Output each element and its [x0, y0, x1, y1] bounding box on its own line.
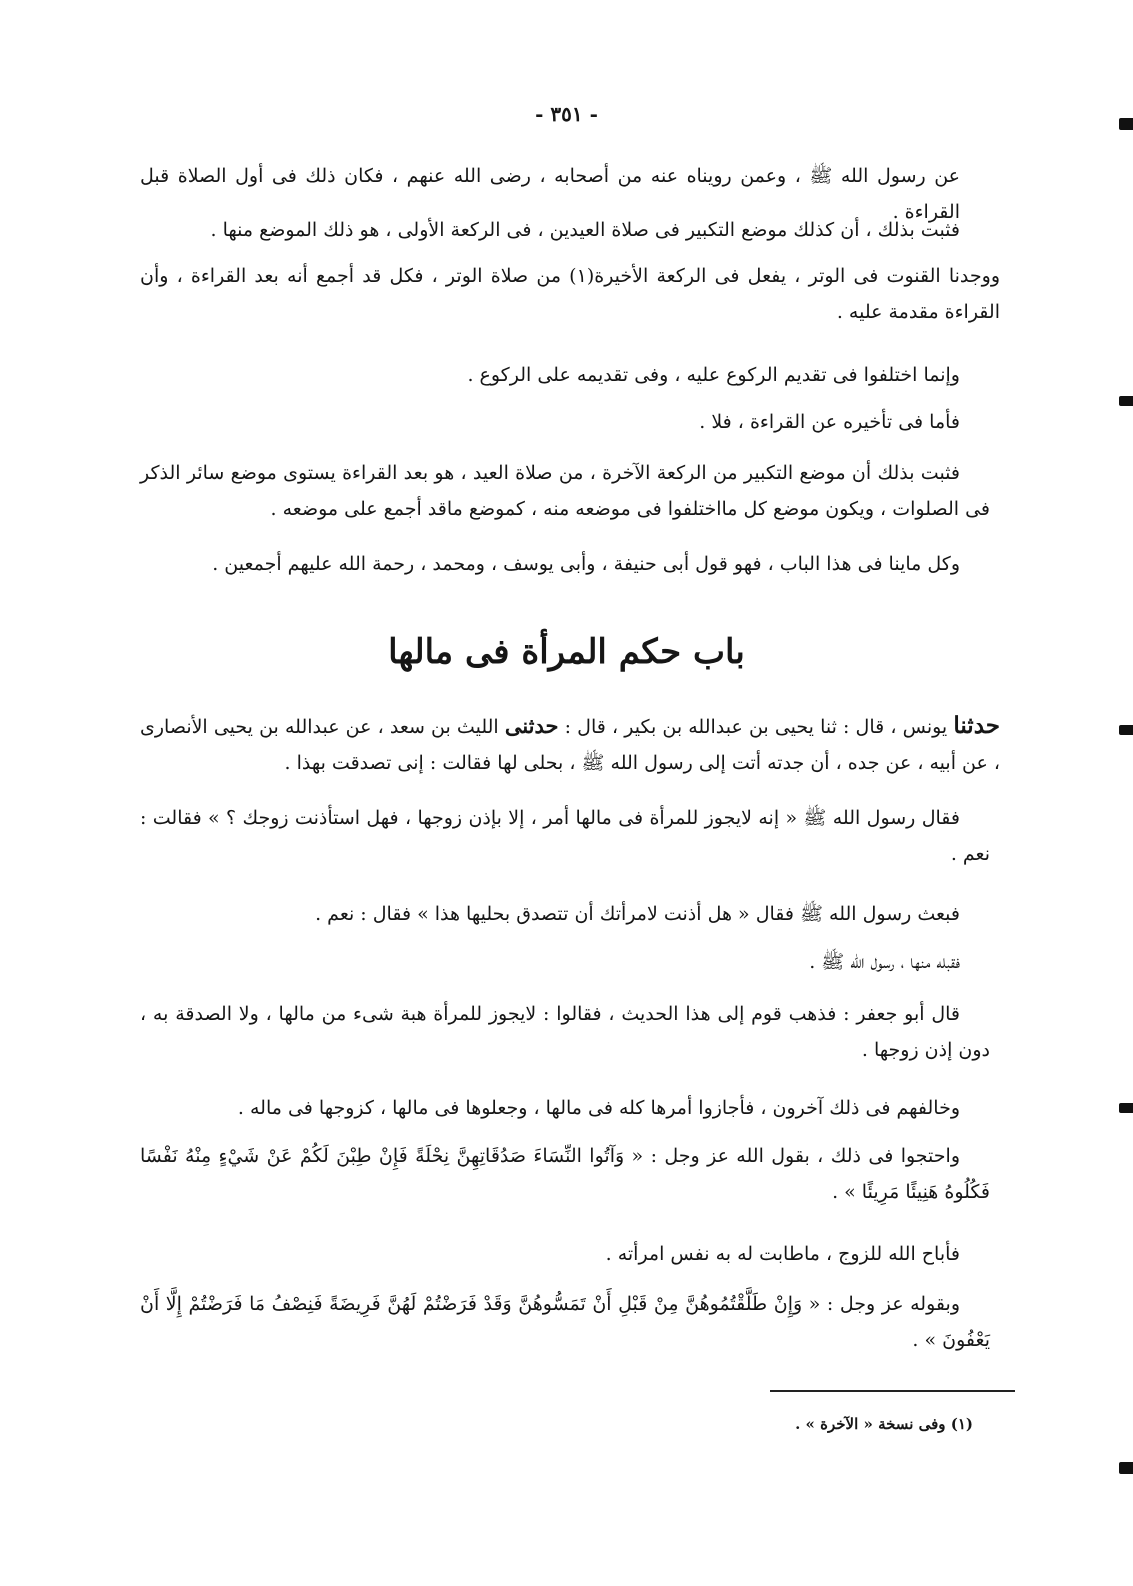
- paragraph-5: فأما فى تأخيره عن القراءة ، فلا .: [699, 411, 960, 433]
- scan-edge-mark: [1119, 118, 1133, 130]
- isnad-lead-word: حدثنا: [953, 712, 1000, 739]
- chapter-paragraph-5: وخالفهم فى ذلك آخرون ، فأجازوا أمرها كله فى مالها ، وجعلوها فى مالها ، كزوجها فى ماله .: [237, 1097, 960, 1119]
- chapter-paragraph-4: قال أبو جعفر : فذهب قوم إلى هذا الحديث ، فقالوا : لايجوز للمرأة هبة شىء من مالها ، ولا الصدقة به ، دون إذن زوجها .: [140, 1003, 990, 1061]
- isnad-text: يونس ، قال : ثنا يحيى بن عبدالله بن بكير ، قال :: [558, 716, 954, 738]
- chapter-paragraph-8: وبقوله عز وجل : « وَإِنْ طَلَّقْتُمُوهُنَّ مِنْ قَبْلِ أَنْ تَمَسُّوهُنَّ وَقَدْ فَرَضْتُمْ لَهُنَّ فَرِيضَةً فَنِصْفُ مَا فَرَضْتُمْ إِلَّا أَنْ يَعْفُونَ » .: [140, 1293, 990, 1351]
- scan-edge-mark: [1119, 1462, 1133, 1474]
- scan-edge-mark: [1119, 725, 1133, 735]
- scan-edge-mark: [1119, 1103, 1133, 1113]
- isnad-paragraph: [140, 708, 1000, 781]
- chapter-paragraph-7: فأباح الله للزوج ، ماطابت له به نفس امرأته .: [605, 1243, 960, 1265]
- chapter-paragraph-3: فقبله منها ، رسول الله ﷺ .: [809, 951, 960, 973]
- paragraph-2: فثبت بذلك ، أن كذلك موضع التكبير فى صلاة العيدين ، فى الركعة الأولى ، هو ذلك الموضع منها .: [210, 219, 960, 241]
- chapter-paragraph-2: فبعث رسول الله ﷺ فقال « هل أذنت لامرأتك أن تتصدق بحليها هذا » فقال : نعم .: [315, 903, 960, 925]
- isnad-bold-word: حدثنى: [504, 713, 559, 738]
- chapter-paragraph-6: واحتجوا فى ذلك ، بقول الله عز وجل : « وَآتُوا النِّسَاءَ صَدُقَاتِهِنَّ نِحْلَةً فَإِنْ طِبْنَ لَكُمْ عَنْ شَيْءٍ مِنْهُ نَفْسًا فَكُلُوهُ هَنِيئًا مَرِيئًا » .: [140, 1145, 990, 1203]
- page-number: - ٣٥١ -: [535, 102, 598, 126]
- paragraph-1: عن رسول الله ﷺ ، وعمن رويناه عنه من أصحابه ، رضى الله عنهم ، فكان ذلك فى أول الصلاة قبل القراءة .: [140, 165, 960, 223]
- paragraph-7: وكل ماينا فى هذا الباب ، فهو قول أبى حنيفة ، وأبى يوسف ، ومحمد ، رحمة الله عليهم أجمعين .: [212, 553, 960, 575]
- isnad-tail: الليث بن سعد ، عن عبدالله بن يحيى الأنصارى ، عن أبيه ، عن جده ، أن جدته أتت إلى رسول الله ﷺ ، بحلى لها فقالت : إنى تصدقت بهذا .: [140, 716, 1000, 774]
- chapter-paragraph-1: فقال رسول الله ﷺ « إنه لايجوز للمرأة فى مالها أمر ، إلا بإذن زوجها ، فهل استأذنت زوجك ؟ » فقالت : نعم .: [140, 807, 990, 865]
- scan-edge-mark: [1119, 396, 1133, 406]
- paragraph-6: فثبت بذلك أن موضع التكبير من الركعة الآخرة ، من صلاة العيد ، هو بعد القراءة يستوى موضع سائر الذكر فى الصلوات ، ويكون موضع كل مااختلفوا فى موضعه منه ، كموضع ماقد أجمع على موضعه .: [140, 462, 990, 520]
- footnote-divider: [770, 1390, 1015, 1392]
- paragraph-3: ووجدنا القنوت فى الوتر ، يفعل فى الركعة الأخيرة(١) من صلاة الوتر ، فكل قد أجمع أنه بعد القراءة ، وأن القراءة مقدمة عليه .: [140, 265, 1000, 323]
- paragraph-4: وإنما اختلفوا فى تقديم الركوع عليه ، وفى تقديمه على الركوع .: [467, 364, 960, 386]
- footnote: (١) وفى نسخة « الآخرة » .: [795, 1415, 973, 1433]
- chapter-title: باب حكم المرأة فى مالها: [388, 632, 745, 672]
